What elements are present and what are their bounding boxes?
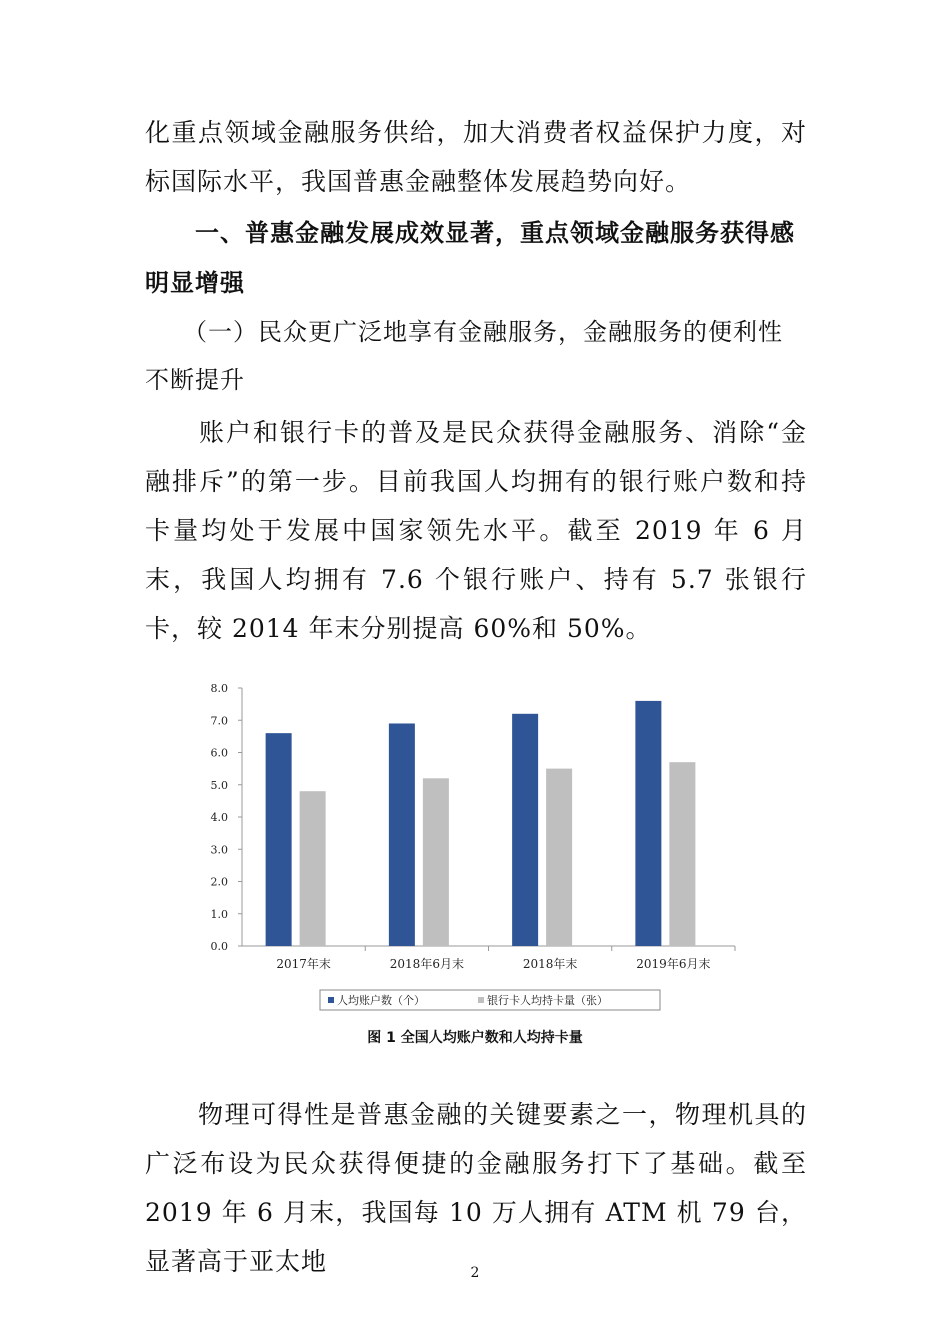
y-tick-label: 1.0 [210,907,228,921]
page-number: 2 [470,1265,480,1281]
paragraph-accounts: 账户和银行卡的普及是民众获得金融服务、消除“金融排斥”的第一步。目前我国人均拥有的银行账户数和持卡量均处于发展中国家领先水平。截至 2019 年 6 月末，我国人均拥有 7.6 个银行账户、持有 5.7 张银行卡，较 2014 年末分别提高 60%和 50%。 [145,418,807,643]
x-tick-label: 2018年末 [522,957,578,971]
y-tick-label: 8.0 [210,682,228,695]
legend-swatch [328,997,334,1003]
bar-cards [300,791,326,946]
y-tick-label: 0.0 [210,940,228,953]
paragraph-intro: 化重点领域金融服务供给，加大消费者权益保护力度，对标国际水平，我国普惠金融整体发展趋势向好。 [145,118,807,196]
figure-caption: 图 1 全国人均账户数和人均持卡量 [367,1030,583,1046]
bar-cards [546,769,572,946]
y-tick-label: 3.0 [210,843,228,857]
bar-accounts [635,701,661,946]
bar-cards [669,762,695,946]
subsection-heading: （一）民众更广泛地享有金融服务，金融服务的便利性不断提升 [145,318,783,394]
bar-accounts [389,723,415,946]
y-tick-label: 4.0 [210,811,228,824]
bar-chart [180,668,740,1018]
legend-label: 人均账户数（个） [337,994,425,1007]
bar-accounts [512,714,538,946]
y-tick-label: 6.0 [210,746,228,760]
y-tick-label: 5.0 [210,778,228,792]
y-tick-label: 2.0 [210,875,228,889]
x-tick-label: 2018年6月末 [389,957,464,971]
legend-swatch [478,997,484,1003]
bar-cards [423,778,449,946]
chart-svg [180,668,740,1018]
y-tick-label: 7.0 [210,714,228,728]
paragraph-physical: 物理可得性是普惠金融的关键要素之一，物理机具的广泛布设为民众获得便捷的金融服务打下了基础。截至 2019 年 6 月末，我国每 10 万人拥有 ATM 机 79 台，显著高于亚太地 [145,1100,807,1276]
legend-label: 银行卡人均持卡量（张） [487,994,608,1007]
x-tick-label: 2019年6月末 [636,957,711,971]
section-heading: 一、普惠金融发展成效显著，重点领域金融服务获得感明显增强 [145,219,795,297]
bar-accounts [266,733,292,946]
x-tick-label: 2017年末 [276,957,331,971]
